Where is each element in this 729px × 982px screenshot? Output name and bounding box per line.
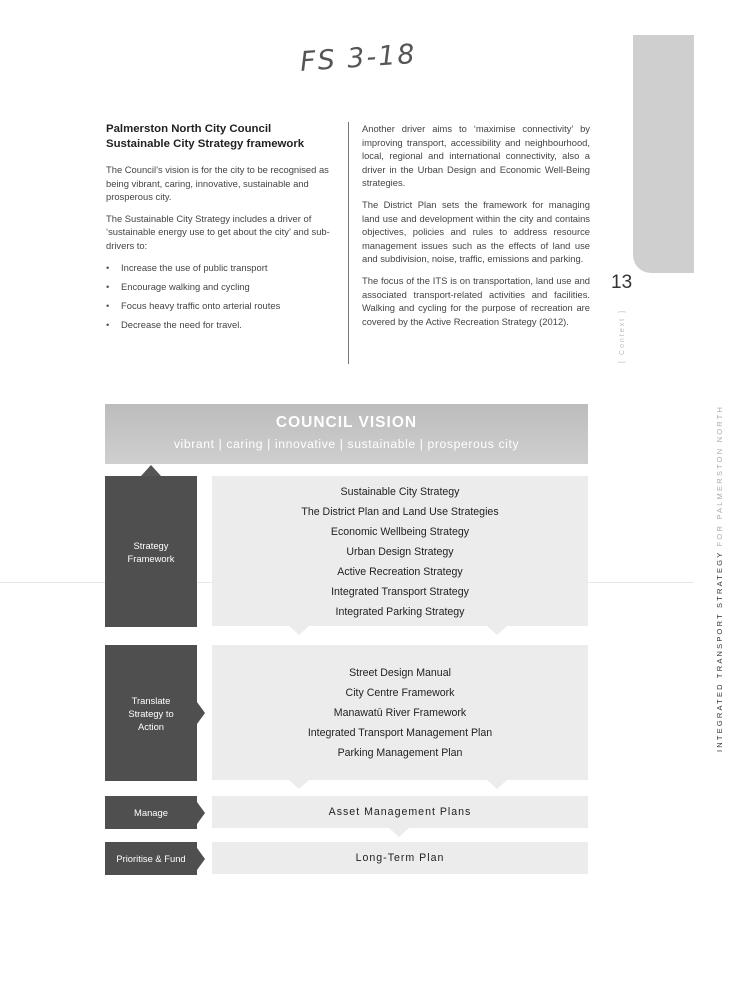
document-title-main: INTEGRATED TRANSPORT STRATEGY [715,550,724,752]
strategy-list [212,476,588,622]
strategy-framework-panel [212,476,588,626]
strategy-item: Integrated Transport Strategy [331,586,469,598]
document-title-for: FOR PALMERSTON NORTH [715,404,724,547]
right-text-column [362,122,590,336]
down-arrow-icon [389,828,409,837]
prioritise-fund-label: Prioritise & Fund [105,842,197,875]
action-plan-item: Street Design Manual [349,667,451,679]
up-arrow-icon [141,465,161,476]
connectivity-paragraph: Another driver aims to ‘maximise connectivity’ by improving transport, accessibility and neighbourhood, local, regional and international connectivity, also a driver in the Urban Design and Economic Well-Being strategies. [362,123,590,189]
action-plan-item: Parking Management Plan [337,747,463,759]
list-item: • Encourage walking and cycling [106,280,334,294]
action-plan-item: Manawatū River Framework [333,707,467,719]
strategy-item: Sustainable City Strategy [340,486,460,498]
district-plan-paragraph: The District Plan sets the framework for managing land use and development within the city and contains objectives, policies and rules to address resource management issues such as the effects of land use and subdivision, noise, traffic, emissions and parking. [362,198,590,265]
left-text-column [106,122,334,337]
strategy-framework-label-line1: Strategy [133,539,169,551]
translate-label-line3: Action [137,720,165,732]
down-arrow-icon [487,780,507,789]
action-plan-list [212,645,588,763]
handwritten-reference: FS 3-18 [299,38,418,78]
down-arrow-icon [487,626,507,635]
strategy-paragraph: The Sustainable City Strategy includes a driver of ‘sustainable energy use to get about the city’ and sub-drivers to: [106,212,330,251]
list-item: • Decrease the need for travel. [106,318,334,332]
document-title-vertical [715,404,729,752]
section-context-label: [ Context ] [619,309,626,363]
strategy-item: The District Plan and Land Use Strategies [301,506,499,518]
section-heading: Palmerston North City Council Sustainable City Strategy framework [106,123,305,150]
page-number: 13 [611,272,633,293]
down-arrow-icon [289,780,309,789]
translate-label-line1: Translate [131,694,171,706]
strategy-item: Active Recreation Strategy [337,566,463,578]
column-divider [348,122,349,364]
council-vision-banner [105,404,588,464]
vision-paragraph: The Council’s vision is for the city to be recognised as being vibrant, caring, innovative, sustainable and prosperous city. [106,164,329,203]
its-focus-paragraph: The focus of the ITS is on transportation, land use and associated transport-related activities and facilities. Walking and cycling for the purpose of recreation are covered by the Active Recreation Strategy (2012). [362,274,590,327]
down-arrow-icon [289,626,309,635]
strategy-item: Economic Wellbeing Strategy [330,526,470,538]
strategy-item: Integrated Parking Strategy [335,606,465,618]
translate-label-line2: Strategy to [128,707,174,719]
translate-strategy-panel [212,645,588,780]
list-item: • Increase the use of public transport [106,261,334,275]
action-plan-item: City Centre Framework [345,687,455,699]
strategy-item: Urban Design Strategy [346,546,454,558]
list-item: • Focus heavy traffic onto arterial routes [106,299,334,313]
translate-strategy-label [105,645,197,781]
council-vision-values: vibrant | caring | innovative | sustainable | prosperous city [173,437,520,451]
council-vision-title: COUNCIL VISION [275,414,418,431]
long-term-plan-bar: Long-Term Plan [212,842,588,874]
strategy-framework-label [105,476,197,627]
sub-drivers-list [106,261,334,332]
manage-label: Manage [105,796,197,829]
asset-management-plans-bar: Asset Management Plans [212,796,588,828]
side-tab [633,35,694,273]
action-plan-item: Integrated Transport Management Plan [307,727,493,739]
strategy-framework-label-line2: Framework [127,552,175,564]
